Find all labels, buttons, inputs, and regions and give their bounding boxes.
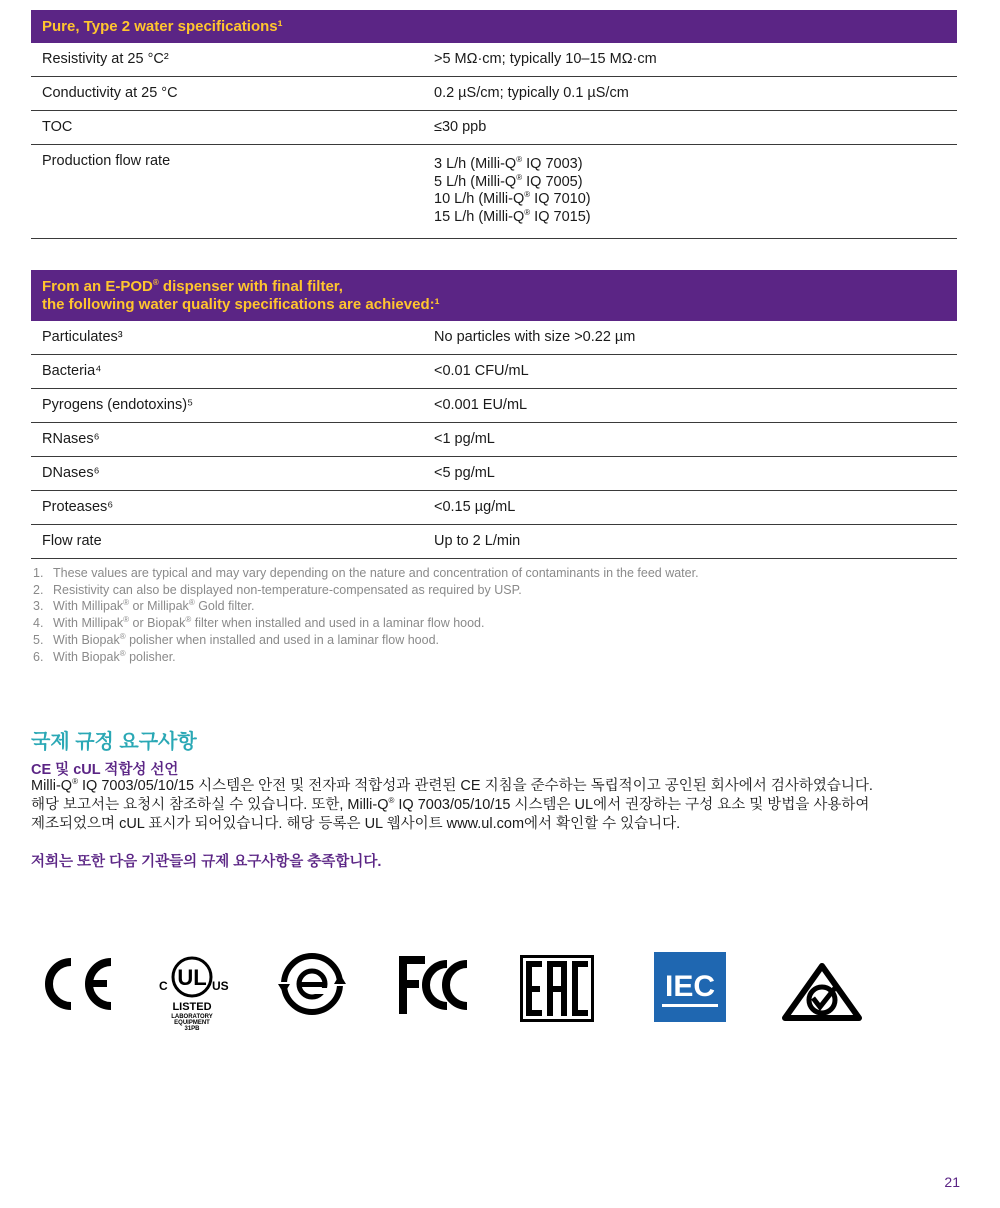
flow-rate-line: 3 L/h (Milli-Q® IQ 7003): [434, 155, 583, 172]
svg-text:US: US: [212, 979, 229, 993]
spec-value: No particles with size >0.22 µm: [434, 329, 636, 345]
fcc-mark-icon: [397, 954, 473, 1016]
spec-label: Bacteria⁴: [42, 363, 102, 379]
svg-text:LABORATORY: LABORATORY: [171, 1014, 213, 1020]
footnote: 6. With Biopak® polisher.: [33, 648, 176, 664]
spec-value: <0.001 EU/mL: [434, 397, 528, 413]
table-row: [31, 111, 957, 145]
epod-spec-table: [31, 270, 957, 559]
spec-label: Proteases⁶: [42, 499, 114, 515]
type2-spec-table: [31, 10, 957, 239]
table-row: [31, 43, 957, 77]
china-rohs-icon: [278, 952, 346, 1016]
spec-label: Production flow rate: [42, 153, 171, 169]
spec-label: DNases⁶: [42, 465, 100, 481]
ce-mark-icon: [37, 956, 115, 1012]
flow-rate-values: [434, 145, 957, 238]
table-row: [31, 491, 957, 525]
footnote: 3. With Millipak® or Millipak® Gold filter.: [33, 598, 255, 614]
flow-rate-line: 5 L/h (Milli-Q® IQ 7005): [434, 172, 583, 190]
iec-mark-icon: [654, 952, 726, 1022]
type2-spec-header: Pure, Type 2 water specifications¹: [31, 10, 957, 43]
spec-value: Up to 2 L/min: [434, 533, 521, 549]
table-row: [31, 457, 957, 491]
footnote: 1. These values are typical and may vary depending on the nature and concentration of contaminants in the feed water.: [33, 566, 699, 580]
spec-label: Flow rate: [42, 533, 102, 549]
svg-text:EQUIPMENT: EQUIPMENT: [174, 1020, 210, 1026]
table-row: [31, 77, 957, 111]
table-row: [31, 355, 957, 389]
footnote: 2. Resistivity can also be displayed non-temperature-compensated as required by USP.: [33, 582, 522, 597]
regulatory-heading: 국제 규정 요구사항: [31, 731, 197, 753]
footnotes: [33, 565, 699, 665]
table-row: [31, 423, 957, 457]
spec-label: Particulates³: [42, 329, 123, 345]
cul-listed-icon: [155, 955, 237, 1033]
svg-text:C: C: [159, 979, 168, 993]
spec-value: <0.01 CFU/mL: [434, 363, 529, 379]
compliance-statement: 저희는 또한 다음 기관들의 규제 요구사항을 충족합니다.: [31, 854, 382, 870]
ce-cul-body: Milli-Q® IQ 7003/05/10/15 시스템은 안전 및 전자파 적합성과 관련된 CE 지침을 준수하는 독립적이고 공인된 회사에서 검사하였습니다. 해당 보고서는 요청시 참조하실 수 있습니다. 또한, Milli-Q® IQ 7003/05/10/15 시스템은 UL에서 권장하는 구성 요소 및 방법을 사용하여 제조되었으며 cUL 표시가 되어있습니다. 해당 등록은 UL 웹사이트 www.ul.com에서 확인할 수 있습니다.: [31, 777, 873, 832]
spec-label: Pyrogens (endotoxins)⁵: [42, 397, 194, 413]
flow-rate-line: 10 L/h (Milli-Q® IQ 7010): [434, 190, 591, 208]
footnote: 5. With Biopak® polisher when installed and used in a laminar flow hood.: [33, 631, 439, 647]
spec-value: <5 pg/mL: [434, 465, 495, 481]
page-number: 21: [944, 1174, 960, 1190]
spec-label: TOC: [42, 119, 73, 135]
flow-rate-line: 15 L/h (Milli-Q® IQ 7015): [434, 208, 591, 226]
spec-label: Resistivity at 25 °C²: [42, 51, 169, 67]
eac-mark-icon: [520, 955, 594, 1023]
ce-cul-subheading: CE 및 cUL 적합성 선언: [31, 762, 179, 778]
spec-value: <1 pg/mL: [434, 431, 495, 447]
svg-text:31PB: 31PB: [184, 1026, 200, 1032]
spec-value: >5 MΩ·cm; typically 10–15 MΩ·cm: [434, 51, 657, 67]
svg-text:LISTED: LISTED: [172, 1001, 212, 1013]
spec-value: ≤30 ppb: [434, 119, 487, 135]
svg-text:UL: UL: [177, 965, 207, 990]
table-row: [31, 145, 957, 239]
table-row: [31, 525, 957, 559]
epod-spec-header: From an E-POD® dispenser with final filter, the following water quality specifications are achieved:¹: [31, 270, 957, 321]
table-row: [31, 321, 957, 355]
spec-value: 0.2 µS/cm; typically 0.1 µS/cm: [434, 85, 629, 101]
svg-text:IEC: IEC: [664, 970, 716, 1003]
spec-label: RNases⁶: [42, 431, 100, 447]
spec-label: Conductivity at 25 °C: [42, 85, 178, 101]
table-row: [31, 389, 957, 423]
rcm-mark-icon: [781, 962, 863, 1024]
footnote: 4. With Millipak® or Biopak® filter when installed and used in a laminar flow hood.: [33, 614, 485, 631]
spec-value: <0.15 µg/mL: [434, 499, 516, 515]
